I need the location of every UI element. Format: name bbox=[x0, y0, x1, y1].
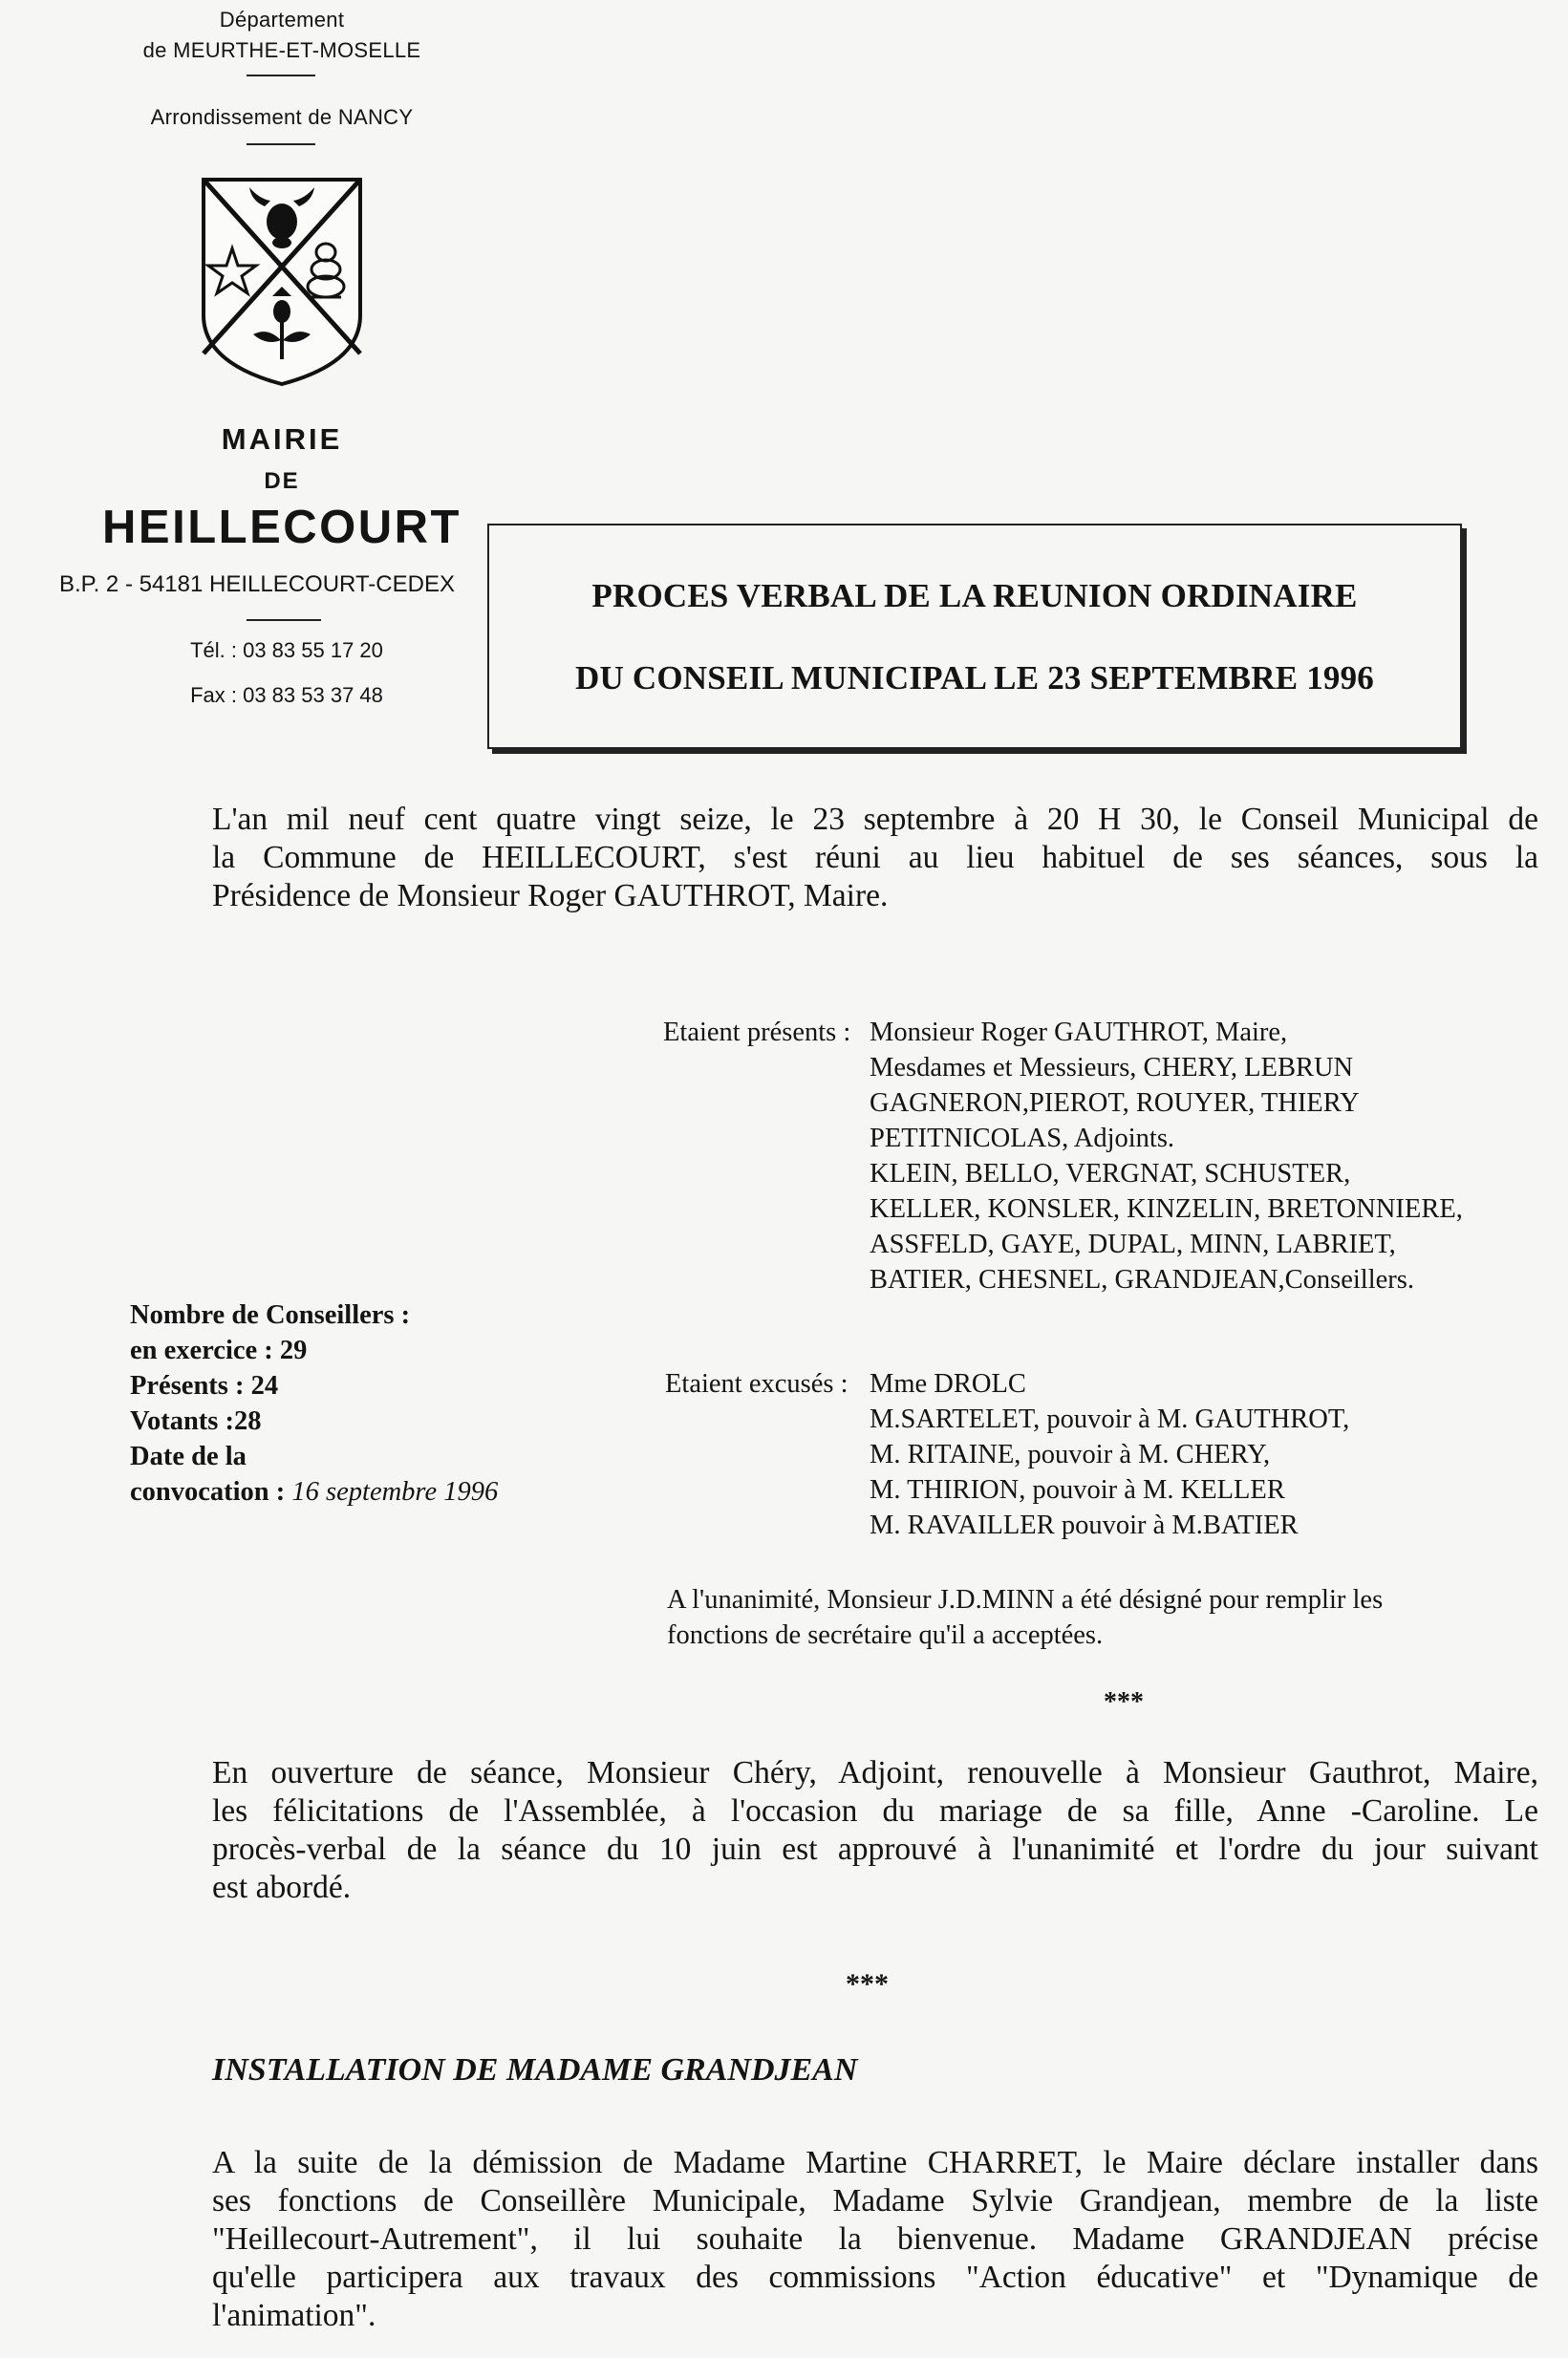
installation-line: l'animation". bbox=[212, 2298, 376, 2333]
coat-of-arms-icon bbox=[196, 172, 368, 392]
opening-line: les félicitations de l'Assemblée, à l'occasion du mariage de sa fille, Anne -Caroline. Le bbox=[212, 1793, 1538, 1829]
stats-line: en exercice : 29 bbox=[130, 1336, 308, 1365]
section-title: INSTALLATION DE MADAME GRANDJEAN bbox=[212, 2052, 858, 2088]
presents-line: KLEIN, BELLO, VERGNAT, SCHUSTER, bbox=[870, 1159, 1351, 1189]
divider bbox=[247, 75, 315, 76]
secretary-line: A l'unanimité, Monsieur J.D.MINN a été désigné pour remplir les bbox=[667, 1585, 1384, 1615]
convocation-date: 16 septembre 1996 bbox=[291, 1477, 499, 1507]
opening-line: est abordé. bbox=[212, 1870, 352, 1905]
department-line1: Département bbox=[219, 8, 345, 32]
installation-line: A la suite de la démission de Madame Martine CHARRET, le Maire déclare installer dans bbox=[212, 2145, 1538, 2180]
intro-paragraph bbox=[212, 801, 1538, 915]
installation-line: "Heillecourt-Autrement", il lui souhaite la bienvenue. Madame GRANDJEAN précise bbox=[212, 2221, 1538, 2257]
stats-line: Présents : 24 bbox=[130, 1371, 279, 1401]
installation-paragraph bbox=[212, 2144, 1538, 2335]
presents-label: Etaient présents : bbox=[663, 1018, 851, 1047]
presents-line: ASSFELD, GAYE, DUPAL, MINN, LABRIET, bbox=[870, 1230, 1396, 1259]
separator: *** bbox=[846, 1968, 889, 2000]
excuses-line: Mme DROLC bbox=[870, 1369, 1026, 1399]
stats-line: Nombre de Conseillers : bbox=[130, 1300, 411, 1330]
intro-line: L'an mil neuf cent quatre vingt seize, le 23 septembre à 20 H 30, le Conseil Municipal de bbox=[212, 802, 1538, 837]
opening-line: procès-verbal de la séance du 10 juin est approuvé à l'unanimité et l'ordre du jour suivant bbox=[212, 1832, 1538, 1867]
installation-line: qu'elle participera aux travaux des commissions "Action éducative" et "Dynamique de bbox=[212, 2260, 1538, 2295]
separator: *** bbox=[1104, 1687, 1144, 1717]
telephone: Tél. : 03 83 55 17 20 bbox=[190, 638, 383, 662]
excuses-line: M.SARTELET, pouvoir à M. GAUTHROT, bbox=[870, 1404, 1350, 1434]
stats-line bbox=[130, 1474, 569, 1510]
presents-list bbox=[870, 1015, 1538, 1297]
presents-line: BATIER, CHESNEL, GRANDJEAN,Conseillers. bbox=[870, 1265, 1414, 1295]
secretary-paragraph bbox=[667, 1582, 1517, 1653]
stats-line: Votants :28 bbox=[130, 1406, 262, 1436]
divider bbox=[247, 143, 315, 145]
commune-name: HEILLECOURT bbox=[102, 502, 462, 553]
arrondissement-line: Arrondissement de NANCY bbox=[150, 105, 414, 129]
presents-line: KELLER, KONSLER, KINZELIN, BRETONNIERE, bbox=[870, 1194, 1463, 1224]
opening-paragraph bbox=[212, 1754, 1538, 1907]
council-stats bbox=[130, 1297, 569, 1510]
document-title-box bbox=[487, 524, 1462, 749]
postal-address: B.P. 2 - 54181 HEILLECOURT-CEDEX bbox=[59, 571, 455, 597]
presents-line: Mesdames et Messieurs, CHERY, LEBRUN bbox=[870, 1053, 1354, 1083]
fax: Fax : 03 83 53 37 48 bbox=[190, 683, 383, 707]
presents-line: Monsieur Roger GAUTHROT, Maire, bbox=[870, 1018, 1288, 1047]
divider bbox=[247, 619, 321, 621]
opening-line: En ouverture de séance, Monsieur Chéry, Adjoint, renouvelle à Monsieur Gauthrot, Maire, bbox=[212, 1755, 1538, 1790]
excuses-line: M. RITAINE, pouvoir à M. CHERY, bbox=[870, 1440, 1271, 1469]
secretary-line: fonctions de secrétaire qu'il a acceptées. bbox=[667, 1620, 1104, 1650]
mairie-de: DE bbox=[264, 468, 300, 494]
stats-line: Date de la bbox=[130, 1442, 247, 1471]
excuses-line: M. RAVAILLER pouvoir à M.BATIER bbox=[870, 1511, 1299, 1540]
intro-line: Présidence de Monsieur Roger GAUTHROT, Maire. bbox=[212, 878, 889, 913]
excuses-list bbox=[870, 1366, 1538, 1543]
excuses-line: M. THIRION, pouvoir à M. KELLER bbox=[870, 1475, 1285, 1505]
presents-line: GAGNERON,PIEROT, ROUYER, THIERY bbox=[870, 1088, 1360, 1118]
intro-line: la Commune de HEILLECOURT, s'est réuni au lieu habituel de ses séances, sous la bbox=[212, 840, 1538, 875]
mairie-heading: MAIRIE bbox=[221, 422, 343, 456]
presents-line: PETITNICOLAS, Adjoints. bbox=[870, 1124, 1175, 1153]
department-line2: de MEURTHE-ET-MOSELLE bbox=[142, 38, 421, 62]
convocation-label: convocation : bbox=[130, 1477, 292, 1507]
installation-line: ses fonctions de Conseillère Municipale, Madame Sylvie Grandjean, membre de la liste bbox=[212, 2183, 1538, 2219]
excuses-label: Etaient excusés : bbox=[665, 1369, 848, 1399]
document-title-line2: DU CONSEIL MUNICIPAL LE 23 SEPTEMBRE 1996 bbox=[574, 659, 1374, 697]
document-title-line1: PROCES VERBAL DE LA REUNION ORDINAIRE bbox=[591, 577, 1358, 614]
